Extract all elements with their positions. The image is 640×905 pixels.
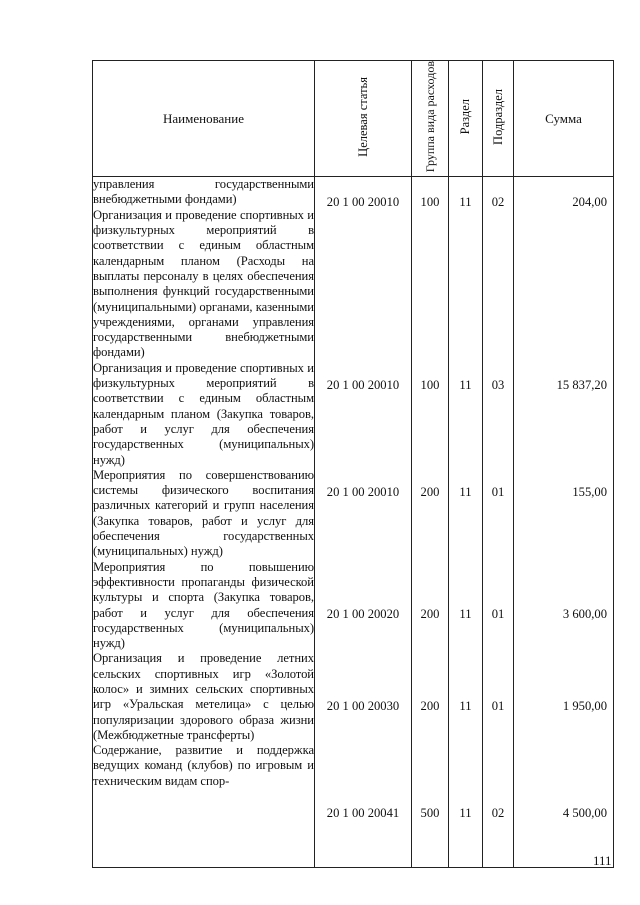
amount-column [514,177,614,868]
row-group-4: 200 [420,699,440,714]
row-subsection-2: 01 [491,485,505,500]
row-code-2: 20 1 00 20010 [326,485,400,500]
section-column [449,177,483,868]
row-section-5: 11 [459,806,472,821]
header-name: Наименование [93,61,315,177]
row-group-0: 100 [420,195,440,210]
row-amount-3: 3 600,00 [562,607,607,622]
row-code-3: 20 1 00 20020 [326,607,400,622]
table-body-row [93,177,614,868]
row-desc-2: Организация и проведение спортивных и физкультурных мероприятий в соответствии с единым областным календарным планом (Закупка товаров, работ и услуг для обеспечения государственных (муниципальных) нужд) [93,360,314,467]
header-amount: Сумма [514,61,614,177]
row-amount-5: 4 500,00 [562,806,607,821]
row-subsection-5: 02 [491,806,505,821]
row-desc-1: Организация и проведение спортивных и физкультурных мероприятий в соответствии с единым областным календарным планом (Расходы на выплаты персоналу в целях обеспечения выполнения функций государственными (муниципальными) органами, казенными учреждениями, органами управления государственными внебюджетными фондами) [93,207,314,360]
table-header-row [93,61,614,177]
row-amount-4: 1 950,00 [562,699,607,714]
row-group-3: 200 [420,607,440,622]
trailing-text: Содержание, развитие и поддержка ведущих команд (клубов) по игровым и техническим видам спор- [93,743,314,788]
row-code-4: 20 1 00 20030 [326,699,400,714]
group-column [412,177,449,868]
header-subsection: Подраздел [490,88,505,145]
row-amount-0: 204,00 [572,195,607,210]
row-desc-3: Мероприятия по совершенствованию системы физического воспитания различных категорий и групп населения (Закупка товаров, работ и услуг для обеспечения государственных (муниципальных) нужд) [93,467,314,559]
subsection-column [483,177,514,868]
row-subsection-4: 01 [491,699,505,714]
row-section-0: 11 [459,195,472,210]
description-column [93,177,315,868]
row-section-2: 11 [459,485,472,500]
row-amount-2: 155,00 [572,485,607,500]
budget-table [92,60,614,868]
header-section: Раздел [458,98,472,135]
row-group-1: 100 [420,378,440,393]
row-subsection-3: 01 [491,607,505,622]
row-code-5: 20 1 00 20041 [326,806,400,821]
row-subsection-0: 02 [491,195,505,210]
header-group: Группа вида расходов [422,61,437,173]
continuation-text: управления государственными внебюджетными фондами) [93,177,314,207]
row-section-3: 11 [459,607,472,622]
row-group-5: 500 [420,806,440,821]
row-code-0: 20 1 00 20010 [326,195,400,210]
page-number: 111 [593,853,612,868]
target-column [315,177,412,868]
row-group-2: 200 [420,485,440,500]
row-amount-1: 15 837,20 [556,378,607,393]
row-section-4: 11 [459,699,472,714]
row-code-1: 20 1 00 20010 [326,378,400,393]
row-desc-5: Организация и проведение летних сельских спортивных игр «Золотой колос» и зимних сельских спортивных игр «Уральская метелица» с целью популяризации здорового образа жизни (Межбюджетные трансферты) [93,651,314,742]
row-section-1: 11 [459,378,472,393]
header-target: Целевая статья [355,76,370,157]
row-subsection-1: 03 [491,378,505,393]
row-desc-4: Мероприятия по повышению эффективности пропаганды физической культуры и спорта (Закупка товаров, работ и услуг для обеспечения государственных (муниципальных) нужд) [93,559,314,651]
